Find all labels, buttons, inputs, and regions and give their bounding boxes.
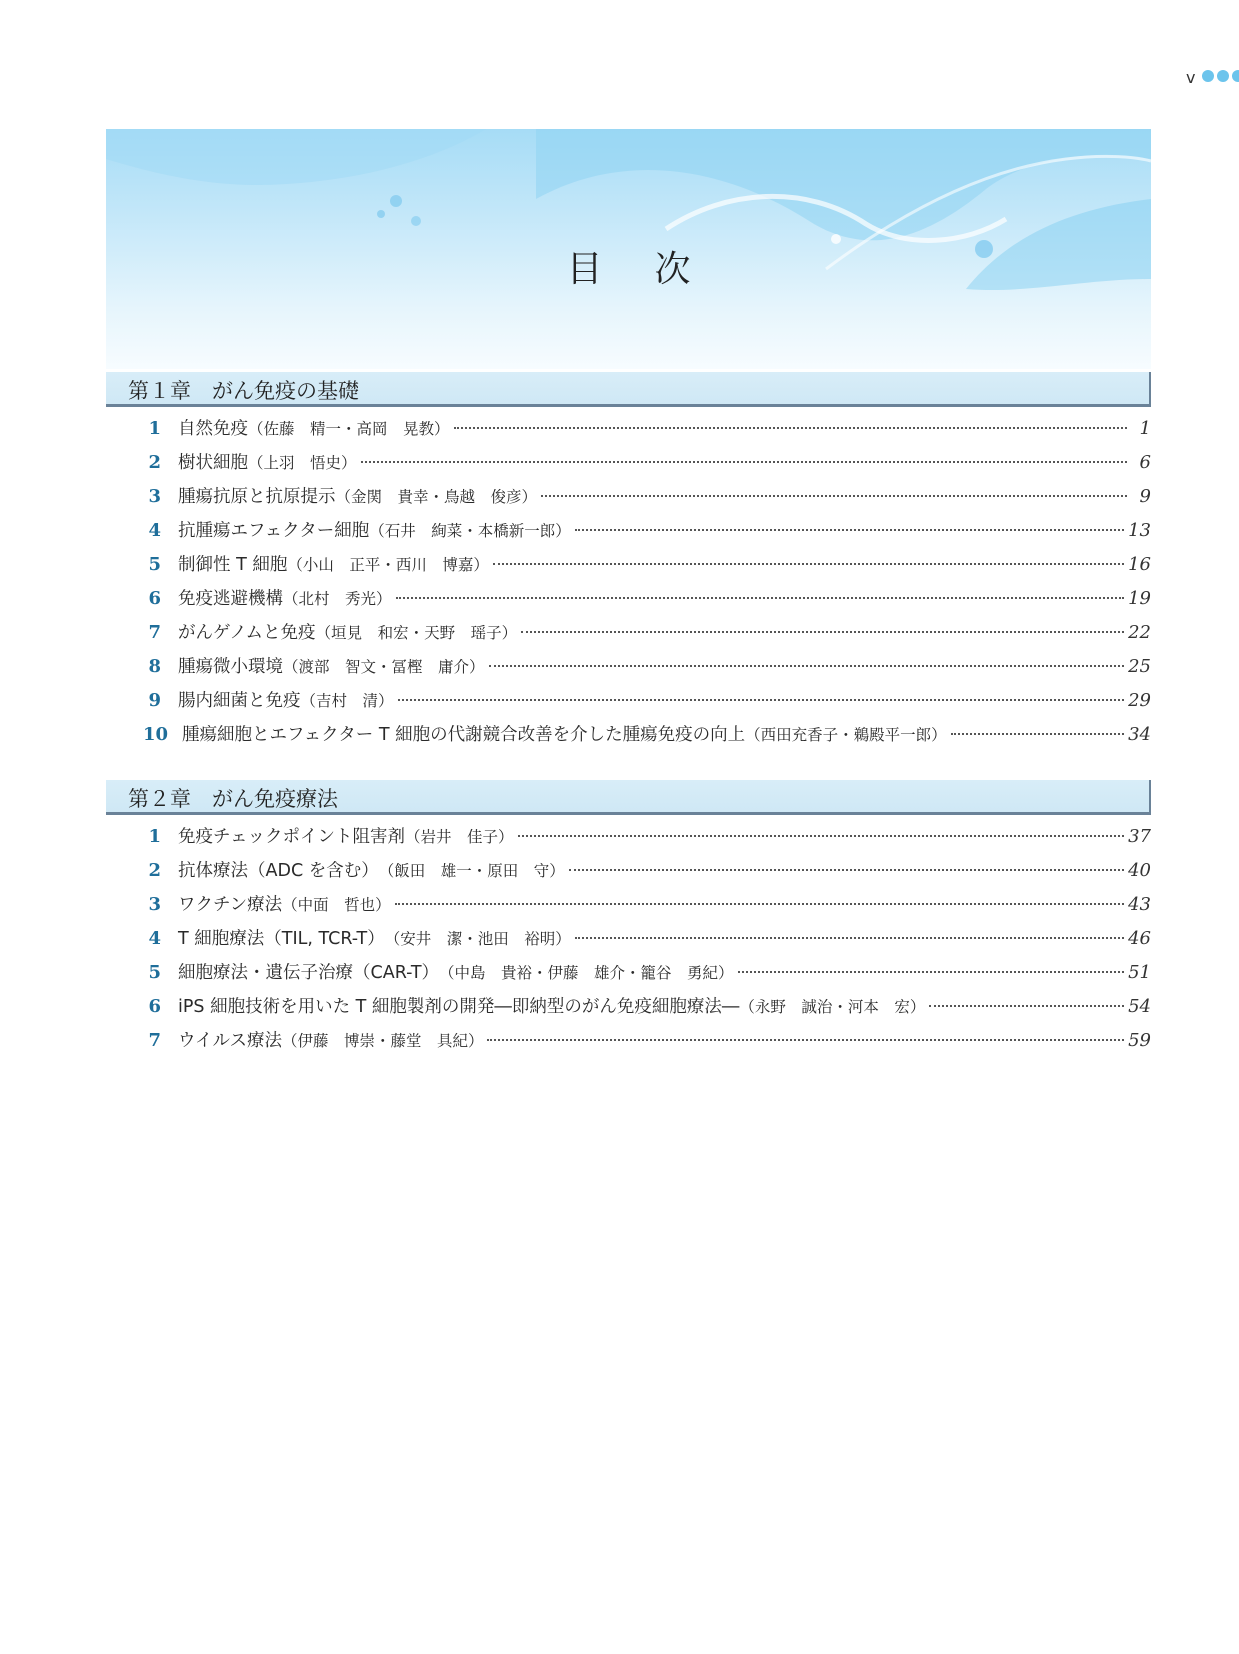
dot-leader	[575, 937, 1124, 939]
dot-leader	[521, 631, 1124, 633]
entry-page: 51	[1128, 962, 1151, 983]
entry-authors: （中島 貴裕・伊藤 雄介・籠谷 勇紀）	[439, 964, 734, 982]
chapter-1	[106, 372, 1151, 755]
entry-title: 抗腫瘍エフェクター細胞	[178, 521, 370, 541]
entry-authors: （吉村 清）	[300, 692, 394, 710]
entry-page: 46	[1128, 928, 1151, 949]
dot-leader	[398, 699, 1125, 701]
toc-entry[interactable]	[106, 993, 1151, 1027]
entry-title: 免疫チェックポイント阻害剤	[178, 827, 405, 847]
dot-leader	[361, 461, 1127, 463]
entry-title: 腫瘍細胞とエフェクター T 細胞の代謝競合改善を介した腫瘍免疫の向上	[182, 725, 746, 745]
dot-leader	[396, 597, 1125, 599]
entry-authors: （飯田 雄一・原田 守）	[378, 862, 565, 880]
entry-number: 3	[148, 894, 161, 915]
entry-page: 40	[1128, 860, 1151, 881]
dot-leader	[454, 427, 1127, 429]
dot-leader	[518, 835, 1125, 837]
dot-leader	[541, 495, 1127, 497]
dot-leader	[487, 1039, 1124, 1041]
entry-number: 10	[142, 724, 168, 745]
chapter-heading-text: 第１章 がん免疫の基礎	[128, 379, 359, 403]
entry-authors: （小山 正平・西川 博嘉）	[287, 556, 489, 574]
dot-leader	[575, 529, 1124, 531]
entry-page: 29	[1128, 690, 1151, 711]
entry-title: 抗体療法（ADC を含む）	[178, 861, 379, 881]
decorative-dots	[1202, 70, 1239, 82]
entry-title: ワクチン療法	[178, 895, 283, 915]
entry-number: 2	[148, 452, 161, 473]
entry-title: 樹状細胞	[178, 453, 248, 473]
entry-number: 9	[148, 690, 161, 711]
entry-page: 59	[1128, 1030, 1151, 1051]
entry-authors: （金関 貴幸・鳥越 俊彦）	[335, 488, 538, 506]
entry-number: 7	[148, 622, 161, 643]
entry-page: 16	[1128, 554, 1151, 575]
entry-title: ウイルス療法	[178, 1031, 282, 1051]
entry-title: 腫瘍抗原と抗原提示	[178, 487, 336, 507]
title-banner	[106, 129, 1151, 369]
dot	[1202, 70, 1214, 82]
entry-title: 免疫逃避機構	[178, 589, 283, 609]
toc-entry[interactable]	[106, 959, 1151, 993]
entry-number: 3	[148, 486, 161, 507]
dot-leader	[738, 971, 1125, 973]
entry-authors: （永野 誠治・河本 宏）	[739, 998, 926, 1016]
toc-entry[interactable]	[106, 517, 1151, 551]
dot-leader	[569, 869, 1124, 871]
dot-leader	[395, 903, 1124, 905]
entry-page: 6	[1139, 452, 1151, 473]
toc-entry[interactable]	[106, 857, 1151, 891]
toc-entry[interactable]	[106, 415, 1151, 449]
entry-number: 2	[148, 860, 161, 881]
toc-list	[106, 415, 1151, 755]
entry-title: 自然免疫	[178, 419, 248, 439]
entry-number: 7	[148, 1030, 161, 1051]
dot-leader	[951, 733, 1124, 735]
dot	[1217, 70, 1229, 82]
page-number: v	[1186, 68, 1196, 87]
chapter-heading-text: 第２章 がん免疫療法	[128, 787, 338, 811]
toc-entry[interactable]	[106, 687, 1151, 721]
entry-authors: （伊藤 博崇・藤堂 具紀）	[281, 1032, 484, 1050]
entry-page: 9	[1139, 486, 1151, 507]
entry-number: 1	[148, 826, 161, 847]
toc-entry[interactable]	[106, 551, 1151, 585]
toc-entry[interactable]	[106, 721, 1151, 755]
entry-authors: （渡部 智文・冨樫 庸介）	[283, 658, 485, 676]
toc-entry[interactable]	[106, 653, 1151, 687]
dot-leader	[489, 665, 1125, 667]
entry-page: 22	[1128, 622, 1151, 643]
entry-page: 13	[1128, 520, 1151, 541]
entry-number: 6	[148, 588, 161, 609]
entry-page: 19	[1128, 588, 1151, 609]
chapter-heading	[106, 372, 1151, 407]
entry-number: 4	[148, 928, 161, 949]
entry-authors: （佐藤 精一・高岡 晃教）	[248, 420, 450, 438]
entry-number: 6	[148, 996, 161, 1017]
entry-authors: （垣見 和宏・天野 瑶子）	[315, 624, 518, 642]
entry-page: 34	[1128, 724, 1151, 745]
entry-authors: （岩井 佳子）	[404, 828, 514, 846]
toc-entry[interactable]	[106, 891, 1151, 925]
page-title: 目次	[566, 249, 743, 290]
entry-authors: （西田充香子・鵜殿平一郎）	[745, 726, 947, 744]
entry-title: T 細胞療法（TIL, TCR-T）	[178, 929, 385, 949]
entry-authors: （中面 哲也）	[282, 896, 391, 914]
entry-number: 5	[148, 554, 161, 575]
entry-number: 1	[148, 418, 161, 439]
entry-title: 細胞療法・遺伝子治療（CAR-T）	[178, 963, 440, 983]
toc-entry[interactable]	[106, 1027, 1151, 1061]
entry-number: 4	[148, 520, 161, 541]
entry-page: 1	[1139, 418, 1151, 439]
entry-number: 5	[148, 962, 161, 983]
entry-title: がんゲノムと免疫	[178, 623, 316, 643]
entry-page: 25	[1128, 656, 1151, 677]
entry-title: 腸内細菌と免疫	[178, 691, 301, 711]
entry-page: 43	[1128, 894, 1151, 915]
toc-entry[interactable]	[106, 483, 1151, 517]
toc-entry[interactable]	[106, 619, 1151, 653]
entry-authors: （北村 秀光）	[283, 590, 392, 608]
entry-title: 制御性 T 細胞	[178, 555, 288, 575]
toc-entry[interactable]	[106, 925, 1151, 959]
toc-entry[interactable]	[106, 449, 1151, 483]
entry-number: 8	[148, 656, 161, 677]
chapter-2	[106, 780, 1151, 1061]
toc-list	[106, 823, 1151, 1061]
entry-authors: （石井 絢菜・本橋新一郎）	[369, 522, 571, 540]
entry-page: 54	[1128, 996, 1151, 1017]
entry-authors: （上羽 悟史）	[248, 454, 357, 472]
chapter-heading	[106, 780, 1151, 815]
dot	[1232, 70, 1239, 82]
entry-authors: （安井 潔・池田 裕明）	[384, 930, 571, 948]
entry-page: 37	[1128, 826, 1151, 847]
toc-entry[interactable]	[106, 585, 1151, 619]
dot-leader	[493, 563, 1124, 565]
entry-title: iPS 細胞技術を用いた T 細胞製剤の開発―即納型のがん免疫細胞療法―	[178, 997, 740, 1017]
entry-title: 腫瘍微小環境	[178, 657, 283, 677]
toc-entry[interactable]	[106, 823, 1151, 857]
dot-leader	[929, 1005, 1124, 1007]
